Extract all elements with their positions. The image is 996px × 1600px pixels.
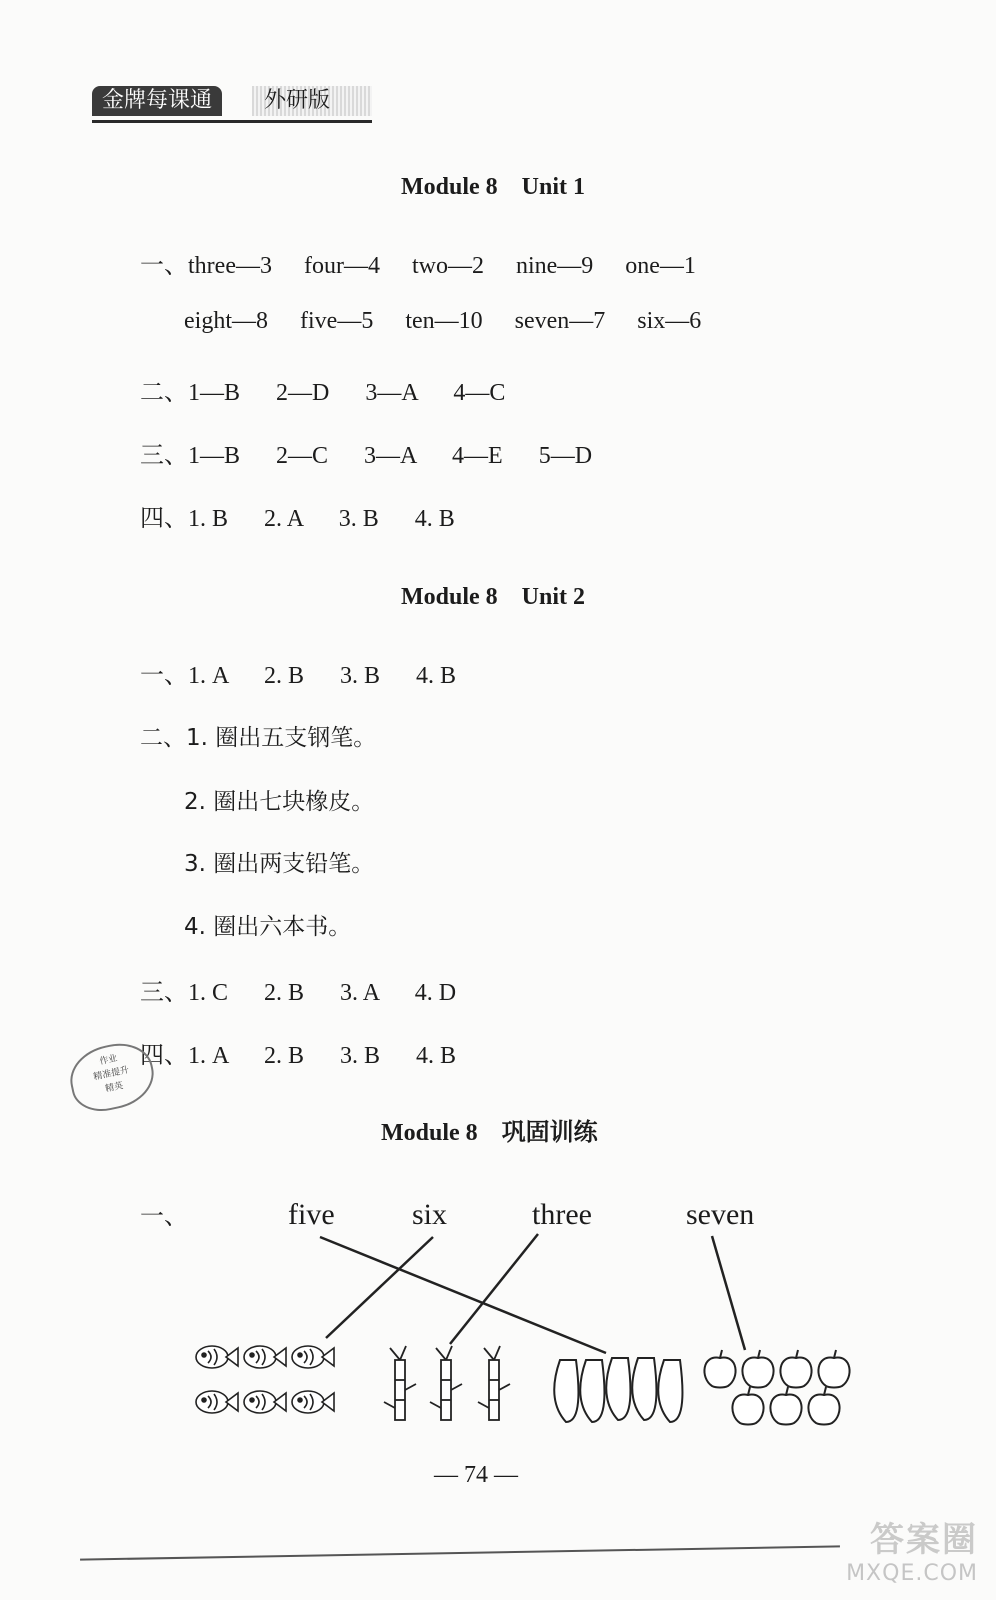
apple-icon <box>742 1350 773 1388</box>
watermark <box>788 1512 978 1586</box>
answer: ten—10 <box>405 308 483 334</box>
word-six: six <box>412 1198 448 1231</box>
bamboo-icon <box>384 1346 416 1420</box>
answer: 5—D <box>538 443 593 469</box>
pod-icon <box>632 1358 656 1420</box>
word-five: five <box>288 1198 335 1231</box>
answer: 4—C <box>453 380 506 406</box>
answer: 4—E <box>452 443 503 469</box>
answer: 4. B <box>414 506 455 532</box>
page-number: — 74 — <box>434 1462 518 1488</box>
matching-lines <box>320 1234 745 1353</box>
bamboo-icon <box>478 1346 510 1420</box>
fish-icon <box>292 1391 334 1413</box>
section-title-review: Module 8 巩固训练 <box>381 1120 598 1146</box>
answer: 4. B <box>416 1043 457 1069</box>
answer: nine—9 <box>515 253 594 279</box>
answer: 2. A <box>264 506 303 532</box>
answer: 2—C <box>276 443 329 469</box>
answer: 3. B <box>338 506 379 532</box>
pod-icon <box>580 1360 604 1422</box>
answer: 1. C <box>188 980 229 1006</box>
section-title-unit2: Module 8 Unit 2 <box>401 584 586 610</box>
apple-icon <box>780 1350 811 1388</box>
fish-group-icon <box>196 1346 334 1413</box>
answer: 1. A <box>188 1043 229 1069</box>
stamp-line: 作业 <box>98 1053 119 1068</box>
pod-group-icon <box>554 1358 682 1422</box>
apple-icon <box>808 1387 839 1425</box>
fish-icon <box>196 1391 238 1413</box>
q2-label: 二、 <box>140 725 186 751</box>
answer: 3. B <box>340 663 381 689</box>
line-five-to-pods <box>320 1237 606 1353</box>
answer: 2. B <box>264 663 305 689</box>
answer: 4. B <box>416 663 457 689</box>
line-seven-to-apples <box>712 1236 745 1350</box>
unit2-q2-item3: 3. 圈出两支铅笔。 <box>184 851 375 877</box>
answer: 1. A <box>188 663 229 689</box>
pod-icon <box>606 1358 630 1420</box>
q1-label: 一、 <box>140 663 188 689</box>
fish-icon <box>244 1391 286 1413</box>
answer: six—6 <box>637 308 702 334</box>
review-q1-label: 一、 <box>140 1204 188 1230</box>
answer: 3—A <box>364 443 417 469</box>
word-seven: seven <box>686 1198 755 1231</box>
stamp-line: 精英 <box>104 1080 125 1095</box>
unit2-q2-item4: 4. 圈出六本书。 <box>184 914 352 940</box>
q3-label: 三、 <box>140 980 188 1006</box>
apple-icon <box>704 1350 735 1388</box>
answer: 2—D <box>276 380 330 406</box>
answer: 1. 圈出五支钢笔。 <box>186 725 377 751</box>
line-three-to-bamboo <box>450 1234 538 1344</box>
answer: 1—B <box>188 380 241 406</box>
answer: 2. B <box>264 980 305 1006</box>
watermark-en: MXQE.COM <box>846 1561 978 1586</box>
watermark-cn: 答案圈 <box>870 1520 978 1560</box>
apple-icon <box>732 1387 763 1425</box>
bamboo-icon <box>430 1346 462 1420</box>
q4-label: 四、 <box>140 1043 188 1069</box>
fish-icon <box>292 1346 334 1368</box>
apple-icon <box>818 1350 849 1388</box>
answer: four—4 <box>303 253 380 279</box>
apple-group-icon <box>704 1350 849 1425</box>
line-six-to-fish <box>326 1237 433 1338</box>
section-title-unit1: Module 8 Unit 1 <box>401 174 586 200</box>
q4-label: 四、 <box>140 506 188 532</box>
answer: seven—7 <box>514 308 606 334</box>
brand-edition: 外研版 <box>252 86 372 116</box>
answer: 3. A <box>340 980 379 1006</box>
q2-label: 二、 <box>140 380 188 406</box>
answer: three—3 <box>188 253 272 279</box>
answer: 1—B <box>188 443 241 469</box>
apple-icon <box>770 1387 801 1425</box>
pod-icon <box>658 1360 682 1422</box>
answer: eight—8 <box>184 308 268 334</box>
answer: one—1 <box>625 253 696 279</box>
fish-icon <box>244 1346 286 1368</box>
answer: 4. D <box>414 980 457 1006</box>
answer: 3. B <box>340 1043 381 1069</box>
answer: 2. B <box>264 1043 305 1069</box>
stamp-line: 精准提升 <box>92 1065 131 1083</box>
answer: two—2 <box>411 253 484 279</box>
bamboo-group-icon <box>384 1346 510 1420</box>
unit2-q2-item2: 2. 圈出七块橡皮。 <box>184 789 375 815</box>
word-three: three <box>532 1198 592 1231</box>
answer: 3—A <box>365 380 418 406</box>
brand-title: 金牌每课通 <box>92 86 222 116</box>
q1-label: 一、 <box>140 253 188 279</box>
q3-label: 三、 <box>140 443 188 469</box>
answer: five—5 <box>300 308 374 334</box>
fish-icon <box>196 1346 238 1368</box>
pod-icon <box>554 1360 578 1422</box>
answer: 1. B <box>188 506 229 532</box>
